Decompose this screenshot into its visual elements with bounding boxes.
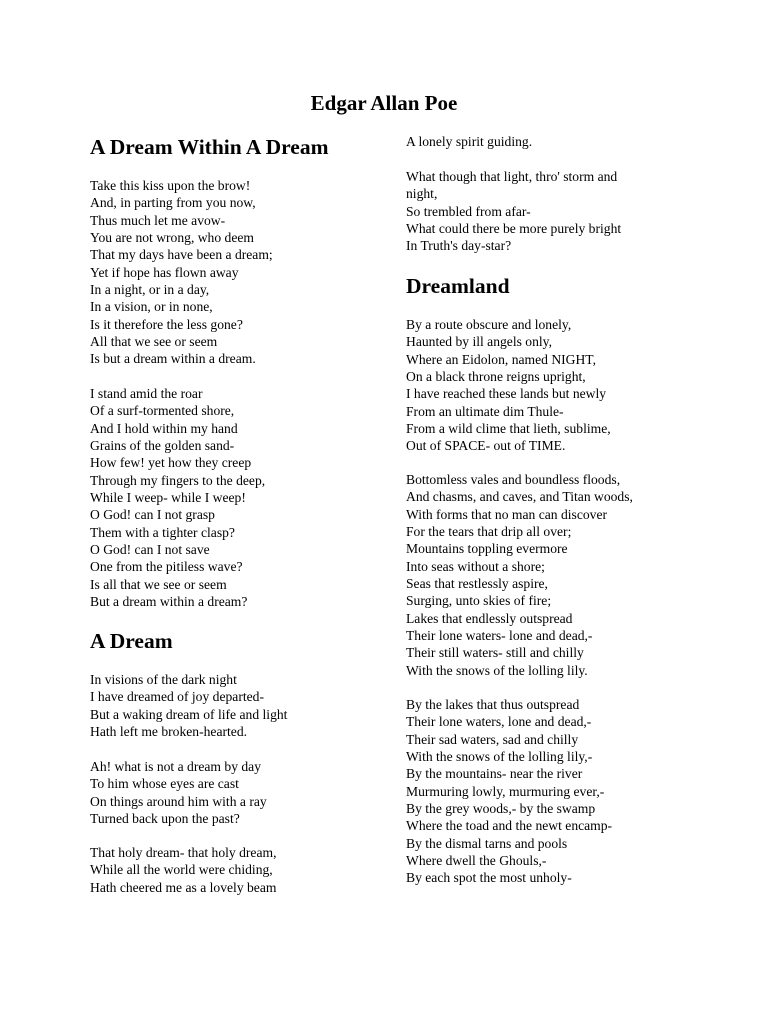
poem-title-a-dream: A Dream (90, 629, 173, 653)
poem-line: In Truth's day-star? (406, 238, 512, 254)
poem-title-a-dream-within-a-dream: A Dream Within A Dream (90, 135, 329, 159)
poem-line: In a vision, or in none, (90, 299, 213, 315)
poem-line: O God! can I not grasp (90, 507, 215, 523)
poem-line: Of a surf-tormented shore, (90, 403, 235, 419)
poem-line: On a black throne reigns upright, (406, 369, 586, 385)
poem-line: How few! yet how they creep (90, 455, 252, 471)
poem-line: That holy dream- that holy dream, (90, 845, 277, 860)
poem-line: By the dismal tarns and pools (406, 835, 568, 851)
poem-line: You are not wrong, who deem (90, 230, 254, 246)
poem-line: Their lone waters, lone and dead,- (406, 714, 592, 730)
poem-line: With forms that no man can discover (406, 506, 608, 522)
poem-line: Them with a tighter clasp? (90, 524, 235, 540)
stanza (90, 844, 276, 896)
poem-line: Bottomless vales and boundless floods, (406, 472, 621, 487)
poem-line: I stand amid the roar (90, 386, 203, 401)
poem-line: Lakes that endlessly outspread (406, 610, 573, 626)
poem-line: Murmuring lowly, murmuring ever,- (406, 783, 605, 799)
poem-line: Their lone waters- lone and dead,- (406, 628, 593, 644)
poem-line: With the snows of the lolling lily. (406, 662, 588, 678)
stanza (90, 758, 267, 827)
stanza (406, 133, 532, 150)
poem-line: While I weep- while I weep! (90, 490, 246, 506)
poem-line: I have dreamed of joy departed- (90, 689, 264, 705)
poem-line: By each spot the most unholy- (406, 870, 572, 886)
stanza (406, 471, 633, 679)
stanza (90, 671, 287, 740)
poem-line: Yet if hope has flown away (90, 264, 239, 280)
poem-line: While all the world were chiding, (90, 862, 273, 878)
poem-line: But a dream within a dream? (90, 594, 248, 610)
poem-line: Through my fingers to the deep, (90, 472, 266, 488)
poem-line: And I hold within my hand (90, 420, 238, 436)
poem-line: A lonely spirit guiding. (406, 134, 533, 149)
poem-line: Surging, unto skies of fire; (406, 593, 552, 609)
poem-line: Hath cheered me as a lovely beam (90, 879, 277, 895)
poem-line: Haunted by ill angels only, (406, 334, 552, 350)
poem-line: To him whose eyes are cast (90, 776, 239, 792)
poem-title-dreamland: Dreamland (406, 274, 510, 298)
poem-line: In visions of the dark night (90, 672, 237, 687)
poem-line: Is but a dream within a dream. (90, 351, 256, 367)
poem-line: One from the pitiless wave? (90, 559, 243, 575)
poem-line: By a route obscure and lonely, (406, 317, 572, 332)
poem-line: Where an Eidolon, named NIGHT, (406, 351, 596, 367)
poem-line: Mountains toppling evermore (406, 541, 568, 557)
poem-line: From a wild clime that lieth, sublime, (406, 421, 611, 437)
poem-line: So trembled from afar- (406, 203, 531, 219)
poem-line: Is all that we see or seem (90, 576, 227, 592)
poem-line: By the mountains- near the river (406, 766, 583, 782)
stanza (90, 385, 265, 610)
stanza (90, 177, 273, 368)
poem-line: Where dwell the Ghouls,- (406, 853, 547, 869)
stanza (406, 168, 621, 255)
poem-line: Turned back upon the past? (90, 811, 240, 827)
stanza (406, 316, 611, 455)
page-title: Edgar Allan Poe (310, 91, 458, 115)
stanza (406, 696, 612, 887)
poem-line: That my days have been a dream; (90, 247, 273, 263)
poem-line: Their still waters- still and chilly (406, 645, 584, 661)
poem-line: Is it therefore the less gone? (90, 316, 243, 332)
poem-line: What could there be more purely bright (406, 221, 622, 237)
poem-line: Into seas without a shore; (406, 558, 545, 574)
poem-line: Grains of the golden sand- (90, 438, 235, 454)
poem-line: By the grey woods,- by the swamp (406, 801, 596, 817)
poem-line: Hath left me broken-hearted. (90, 724, 248, 740)
poem-line: And chasms, and caves, and Titan woods, (406, 489, 633, 505)
poem-line: Ah! what is not a dream by day (90, 759, 262, 774)
poem-line: Thus much let me avow- (90, 212, 226, 228)
poem-line: night, (406, 186, 438, 202)
poem-line: Their sad waters, sad and chilly (406, 731, 579, 747)
poem-line: What though that light, thro' storm and (406, 169, 618, 184)
poem-line: O God! can I not save (90, 542, 210, 558)
poem-line: Take this kiss upon the brow! (90, 178, 251, 193)
poem-line: By the lakes that thus outspread (406, 697, 580, 712)
poem-line: In a night, or in a day, (90, 282, 210, 298)
poem-line: But a waking dream of life and light (90, 706, 288, 722)
poem-line: Seas that restlessly aspire, (406, 576, 548, 592)
poem-line: All that we see or seem (90, 334, 218, 350)
poem-line: On things around him with a ray (90, 793, 267, 809)
poem-line: For the tears that drip all over; (406, 524, 572, 540)
poem-line: I have reached these lands but newly (406, 386, 607, 402)
poem-line: With the snows of the lolling lily,- (406, 749, 593, 765)
poem-line: Where the toad and the newt encamp- (406, 818, 613, 834)
poem-line: From an ultimate dim Thule- (406, 403, 564, 419)
poem-line: Out of SPACE- out of TIME. (406, 438, 566, 454)
poem-line: And, in parting from you now, (90, 195, 256, 211)
